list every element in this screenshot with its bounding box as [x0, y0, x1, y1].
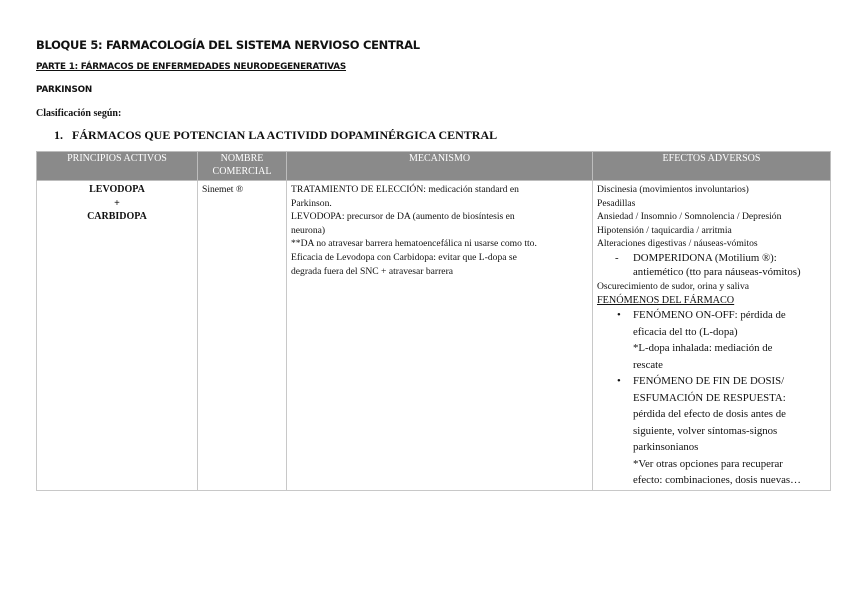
adverse-line: Discinesia (movimientos involuntarios) [597, 184, 749, 195]
header-commercial-name [198, 152, 287, 181]
bullet-line: siguiente, volver síntomas-signos [633, 424, 778, 437]
disease-title: PARKINSON [36, 85, 93, 95]
note-line: *L-dopa inhalada: mediación de [633, 342, 773, 355]
dash-item-line: DOMPERIDONA (Motilium ®): [633, 251, 777, 264]
table-row [37, 181, 831, 491]
cell-active-principles [37, 181, 198, 491]
bullet-note [597, 340, 826, 373]
commercial-name: Sinemet ® [202, 184, 244, 195]
mechanism-line: TRATAMIENTO DE ELECCIÓN: medicación standard en [291, 184, 519, 195]
mechanism-line: Parkinson. [291, 197, 332, 209]
adverse-line: Oscurecimiento de sudor, orina y saliva [597, 280, 750, 292]
header-mechanism: MECANISMO [287, 152, 593, 181]
section-number: 1. [54, 128, 63, 142]
bullet-line: eficacia del tto (L-dopa) [633, 325, 738, 338]
table-header-row [37, 152, 831, 181]
mechanism-line: LEVODOPA: precursor de DA (aumento de biosíntesis en [291, 211, 515, 223]
drug-name-levodopa: LEVODOPA [89, 184, 145, 195]
adverse-line: Pesadillas [597, 197, 636, 209]
adverse-line: Alteraciones digestivas / náuseas-vómitos [597, 238, 758, 250]
bullet-line: parkinsonianos [633, 441, 699, 454]
adverse-line: Hipotensión / taquicardia / arritmia [597, 224, 732, 236]
bullet-list-item [597, 373, 826, 456]
mechanism-line: degrada fuera del SNC + atravesar barrera [291, 265, 454, 277]
header-commercial-line-2: COMERCIAL [212, 165, 272, 177]
dash-item-line: antiemético (tto para náuseas-vómitos) [633, 266, 801, 279]
bullet-line: ESFUMACIÓN DE RESPUESTA: [633, 391, 786, 404]
phenomena-heading: FENÓMENOS DEL FÁRMACO [597, 294, 735, 306]
note-line: efecto: combinaciones, dosis nuevas… [633, 474, 801, 487]
dash-marker: - [615, 251, 619, 264]
block-title: BLOQUE 5: FARMACOLOGÍA DEL SISTEMA NERVIOSO CENTRAL [36, 38, 420, 52]
note-line: rescate [633, 358, 663, 371]
header-adverse-effects: EFECTOS ADVERSOS [593, 152, 831, 181]
drug-table [36, 151, 831, 491]
mechanism-line: neurona) [291, 224, 326, 236]
bullet-marker: • [617, 375, 621, 388]
section-heading [54, 128, 497, 143]
drug-plus-sign: + [114, 197, 120, 209]
bullet-note [597, 456, 826, 489]
mechanism-line: **DA no atravesar barrera hematoencefálica ni usarse como tto. [291, 238, 537, 250]
bullet-line: FENÓMENO ON-OFF: pérdida de [633, 309, 786, 322]
bullet-line: FENÓMENO DE FIN DE DOSIS/ [633, 375, 785, 388]
cell-commercial-name [198, 181, 287, 491]
drug-name-carbidopa: CARBIDOPA [87, 211, 147, 222]
bullet-marker: • [617, 309, 621, 322]
header-commercial-line-1: NOMBRE [220, 153, 264, 164]
header-active-principles: PRINCIPIOS ACTIVOS [37, 152, 198, 181]
note-line: *Ver otras opciones para recuperar [633, 457, 783, 470]
cell-mechanism [287, 181, 593, 491]
classification-label: Clasificación según: [36, 108, 122, 119]
section-title: FÁRMACOS QUE POTENCIAN LA ACTIVIDD DOPAMINÉRGICA CENTRAL [72, 128, 498, 142]
cell-adverse-effects [593, 181, 831, 491]
mechanism-line: Eficacia de Levodopa con Carbidopa: evitar que L-dopa se [291, 251, 517, 263]
bullet-line: pérdida del efecto de dosis antes de [633, 408, 786, 421]
adverse-line: Ansiedad / Insomnio / Somnolencia / Depresión [597, 211, 782, 223]
bullet-list-item [597, 307, 826, 340]
dash-list-item [597, 251, 826, 280]
part-title: PARTE 1: FÁRMACOS DE ENFERMEDADES NEURODEGENERATIVAS [36, 62, 347, 72]
